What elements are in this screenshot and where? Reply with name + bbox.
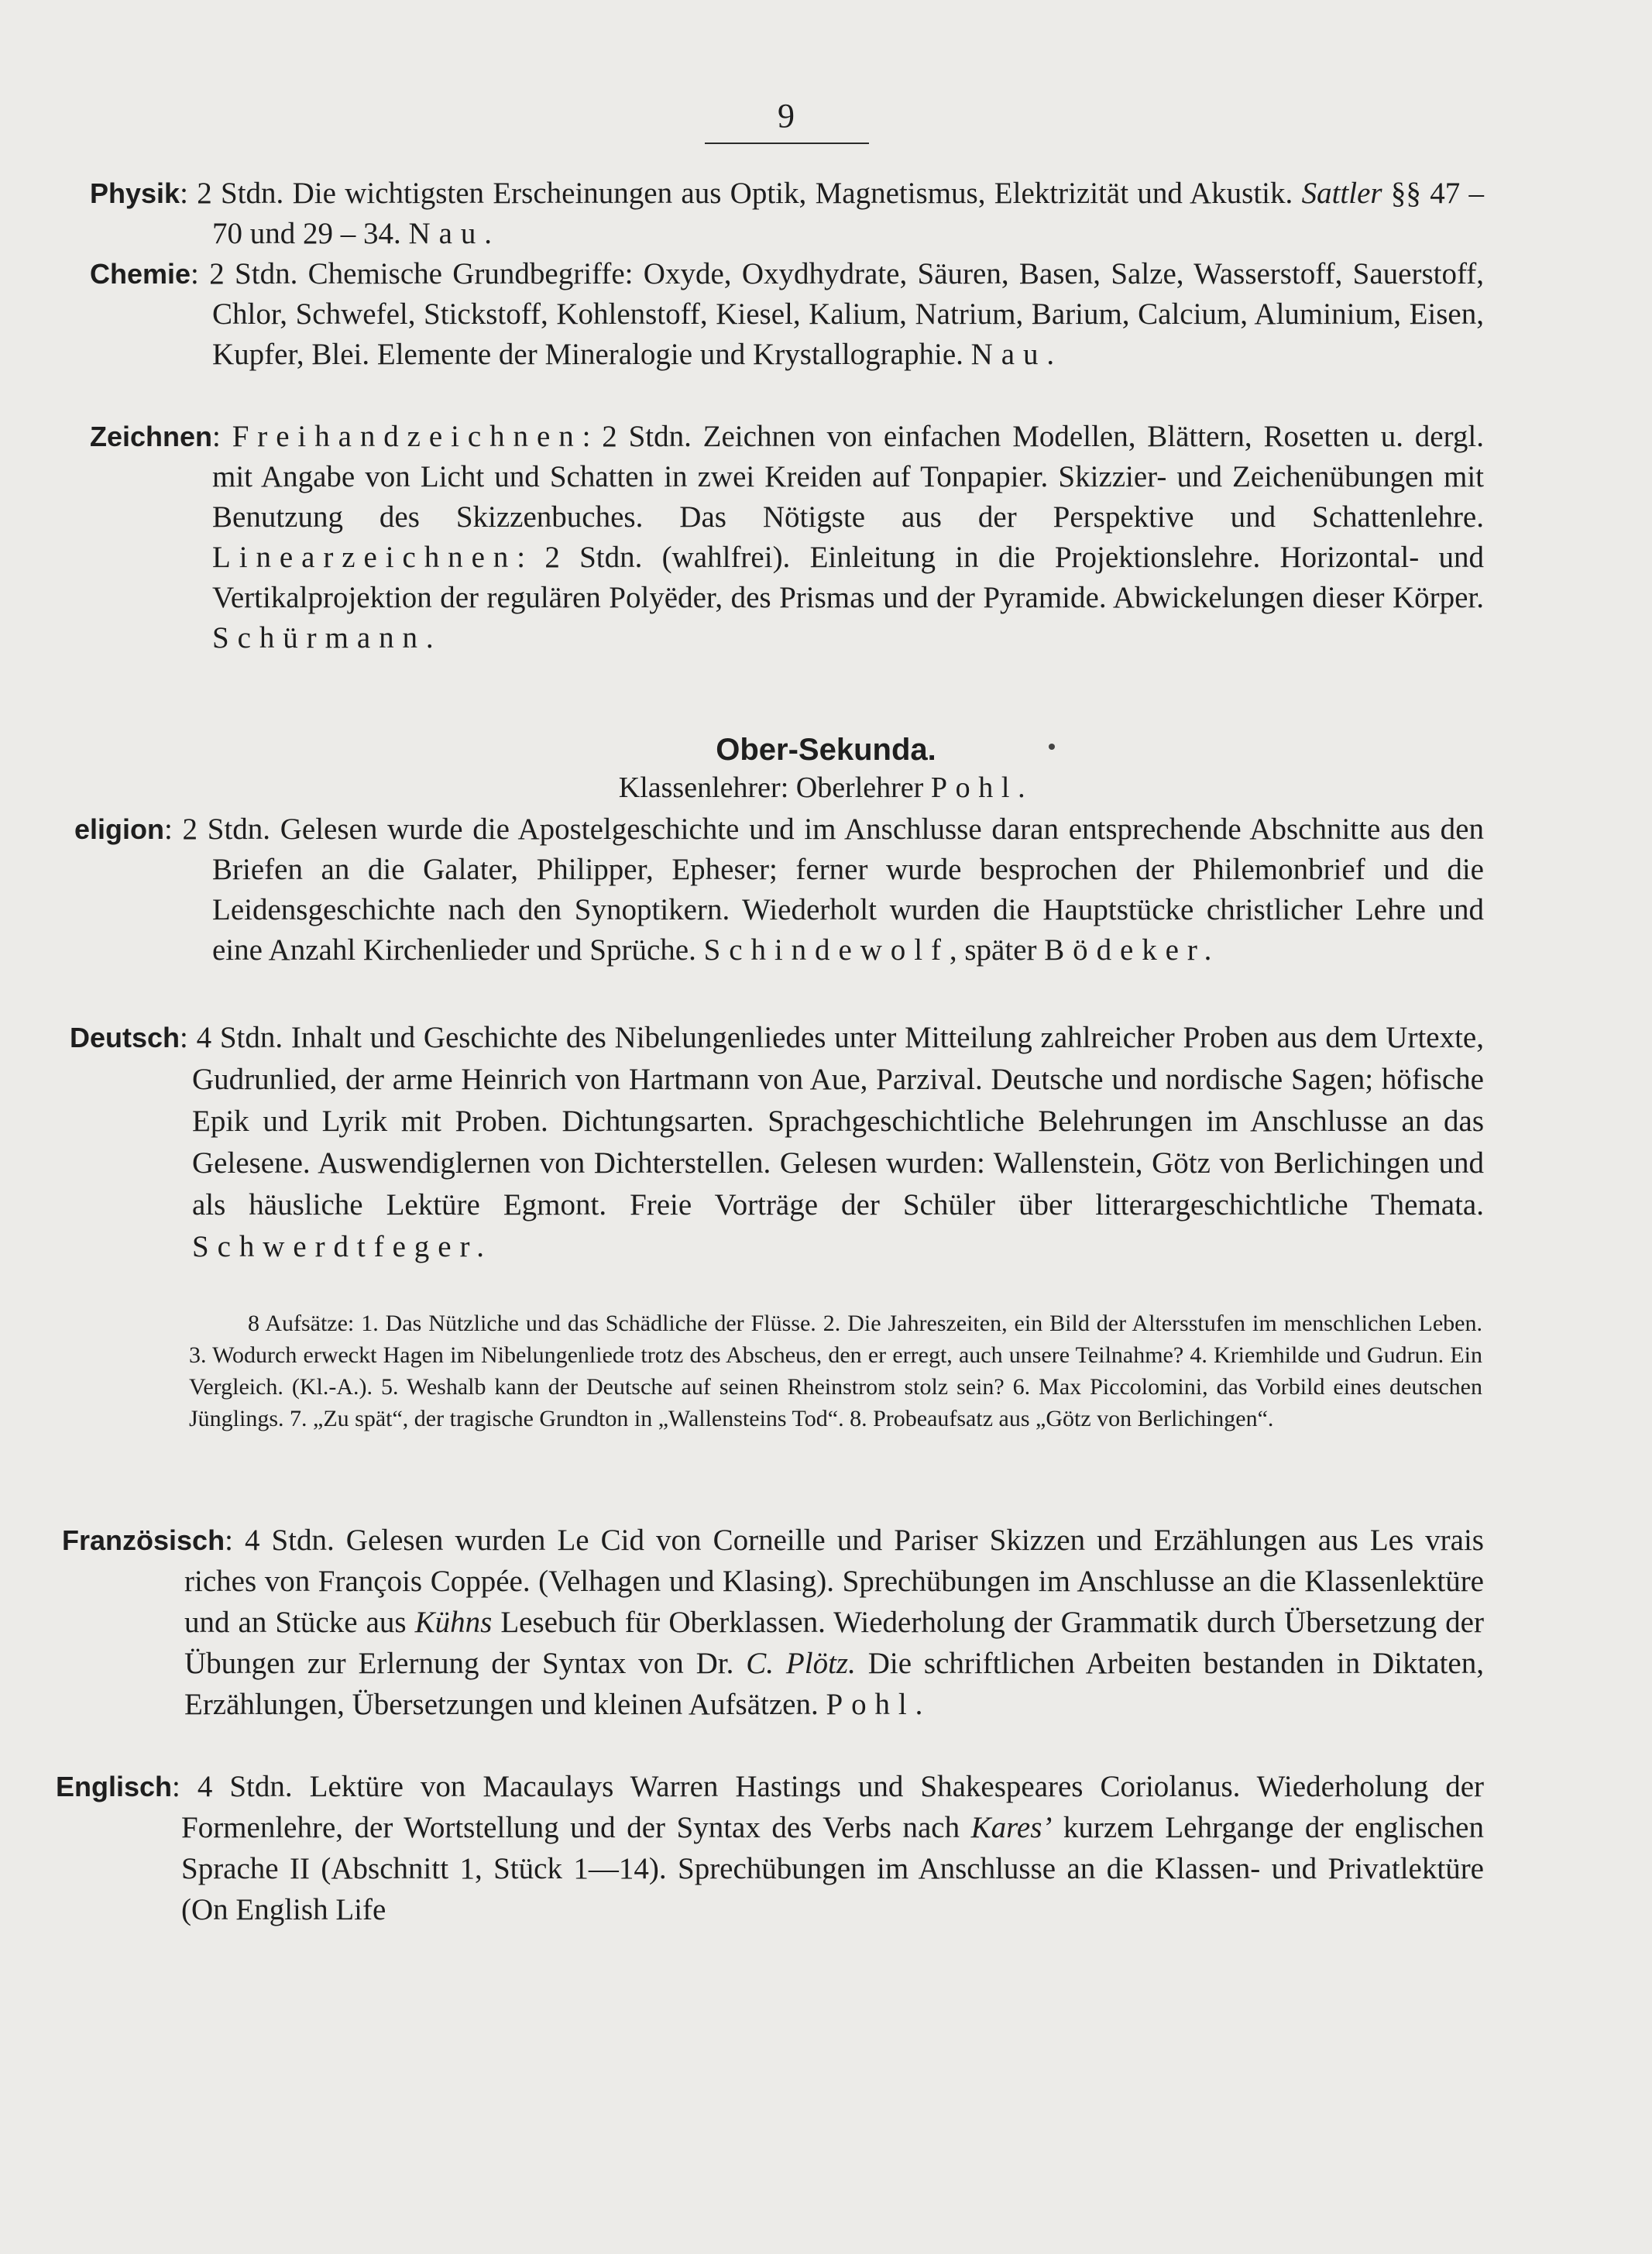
englisch-text-1: : 4 Stdn. Lektüre von Macaulays Warren Hastings und Shakespeares Coriolanus. Wiederholung der Formenlehre, der Wortstellung und der Syntax des Verbs nach	[172, 1770, 1484, 1844]
class-teacher-label: Klassenlehrer: Oberlehrer	[618, 771, 931, 804]
franzoesisch-book-2: C. Plötz.	[746, 1647, 856, 1680]
chemie-text-1: : 2 Stdn. Chemische Grundbegriffe: Oxyde, Oxydhydrate, Säuren, Basen, Salze, Wasserstoff, Sauerstoff, Chlor, Schwefel, Stickstoff, Kohlenstoff, Kiesel, Kalium, Natrium, Barium, Calcium, Aluminium, Eisen, Kupfer, Blei. Elemente der Mineralogie und Krystallographie.	[191, 257, 1484, 371]
zeichnen-paragraph	[90, 417, 1484, 658]
zeichnen-text-2: : 2 Stdn. (wahlfrei). Einleitung in die Projektionslehre. Horizontal- und Vertikalprojektion der regulären Polyëder, des Prismas und der Pyramide. Abwickelungen dieser Körper.	[212, 541, 1484, 614]
religion-text-1: : 2 Stdn. Gelesen wurde die Apostelgeschichte und im Anschlusse daran entsprechende Abschnitte aus den Briefen an die Galater, Philipper, Epheser; ferner wurde besprochen der Philemonbrief und die Leidensgeschichte nach den Synoptikern. Wiederholt wurden die Hauptstücke christlicher Lehre und eine Anzahl Kirchenlieder und Sprüche.	[164, 813, 1484, 967]
zeichnen-teacher: Schürmann.	[212, 621, 442, 655]
zeichnen-sub-freihand: Freihandzeichnen	[232, 420, 582, 453]
englisch-text-2: kurzem Lehrgange der englischen Sprache II (Abschnitt 1, Stück 1—14). Sprechübungen im Anschlusse an die Klassen- und Privatlektüre (On English Life	[181, 1811, 1484, 1926]
zeichnen-heading: Zeichnen	[90, 421, 213, 452]
franzoesisch-book-1: Kühns	[414, 1606, 493, 1639]
section-title: Ober-Sekunda.	[716, 733, 936, 767]
religion-paragraph	[74, 809, 1484, 971]
deutsch-essay-note	[189, 1307, 1482, 1435]
physik-heading: Physik	[90, 177, 180, 209]
englisch-paragraph	[56, 1766, 1484, 1930]
zeichnen-sub-linear: Linearzeichnen	[212, 541, 517, 574]
chemie-teacher: Nau.	[970, 338, 1063, 371]
page-number-rule	[705, 143, 869, 144]
deutsch-essay-list: 8 Aufsätze: 1. Das Nützliche und das Schädliche der Flüsse. 2. Die Jahreszeiten, ein Bild der Altersstufen im menschlichen Leben. 3. Wodurch erweckt Hagen im Nibelungenliede trotz des Abscheus, den er erregt, auch unsere Teilnahme? 4. Kriemhilde und Gudrun. Ein Vergleich. (Kl.-A.). 5. Weshalb kann der Deutsche auf seinen Rheinstrom stolz sein? 6. Max Piccolomini, das Vorbild eines deutschen Jünglings. 7. „Zu spät“, der tragische Grundton in „Wallensteins Tod“. 8. Probeaufsatz aus „Götz von Berlichingen“.	[189, 1311, 1482, 1431]
franzoesisch-text-2: Lesebuch für Oberklassen. Wiederholung der Grammatik durch Übersetzung der Übungen zur Erlernung der Syntax von Dr.	[184, 1606, 1484, 1680]
religion-teacher-2: Bödeker.	[1044, 933, 1221, 967]
religion-heading: eligion	[74, 813, 164, 845]
page-number: 9	[778, 97, 795, 135]
religion-text-2: , später	[949, 933, 1045, 967]
zeichnen-colon: :	[212, 420, 232, 453]
physik-book: Sattler	[1301, 177, 1382, 210]
religion-teacher-1: Schindewolf	[703, 933, 950, 967]
franzoesisch-text-1: : 4 Stdn. Gelesen wurden Le Cid von Corneille und Pariser Skizzen und Erzählungen aus Les vrais riches von François Coppée. (Velhagen und Klasing). Sprechübungen im Anschlusse an die Klassenlektüre und an Stücke aus	[184, 1524, 1484, 1639]
franzoesisch-text-3: Die schriftlichen Arbeiten bestanden in Diktaten, Erzählungen, Übersetzungen und kleinen Aufsätzen.	[184, 1647, 1484, 1721]
zeichnen-text-1: : 2 Stdn. Zeichnen von einfachen Modellen, Blättern, Rosetten u. dergl. mit Angabe von Licht und Schatten in zwei Kreiden auf Tonpapier. Skizzier- und Zeichenübungen mit Benutzung des Skizzenbuches. Das Nötigste aus der Perspektive und Schattenlehre.	[212, 420, 1484, 534]
deutsch-paragraph	[70, 1017, 1484, 1268]
physik-text-1: : 2 Stdn. Die wichtigsten Erscheinungen aus Optik, Magnetismus, Elektrizität und Akustik.	[180, 177, 1302, 210]
chemie-paragraph	[90, 254, 1484, 375]
franzoesisch-heading: Französisch	[62, 1524, 225, 1556]
deutsch-heading: Deutsch	[70, 1022, 180, 1053]
physik-teacher: Nau.	[408, 217, 500, 250]
physik-paragraph	[90, 174, 1484, 254]
stray-dot	[1049, 744, 1055, 750]
franzoesisch-paragraph	[62, 1520, 1484, 1725]
section-subtitle	[0, 773, 1652, 802]
physik-text-2: §§ 47 – 70 und 29 – 34.	[212, 177, 1484, 250]
englisch-book: Kares’	[970, 1811, 1053, 1844]
deutsch-text-1: : 4 Stdn. Inhalt und Geschichte des Nibelungenliedes unter Mitteilung zahlreicher Proben aus dem Urtexte, Gudrunlied, der arme Heinrich von Hartmann von Aue, Parzival. Deutsche und nordische Sagen; höfische Epik und Lyrik mit Proben. Dichtungsarten. Sprachgeschichtliche Belehrungen im Anschlusse an das Gelesene. Auswendiglernen von Dichterstellen. Gelesen wurden: Wallenstein, Götz von Berlichingen und als häusliche Lektüre Egmont. Freie Vorträge der Schüler über litterargeschichtliche Themata.	[180, 1021, 1484, 1221]
chemie-heading: Chemie	[90, 258, 191, 290]
franzoesisch-teacher: Pohl.	[826, 1688, 932, 1721]
deutsch-teacher: Schwerdtfeger.	[192, 1230, 493, 1263]
englisch-heading: Englisch	[56, 1771, 173, 1802]
class-teacher-name: Pohl.	[930, 771, 1034, 804]
